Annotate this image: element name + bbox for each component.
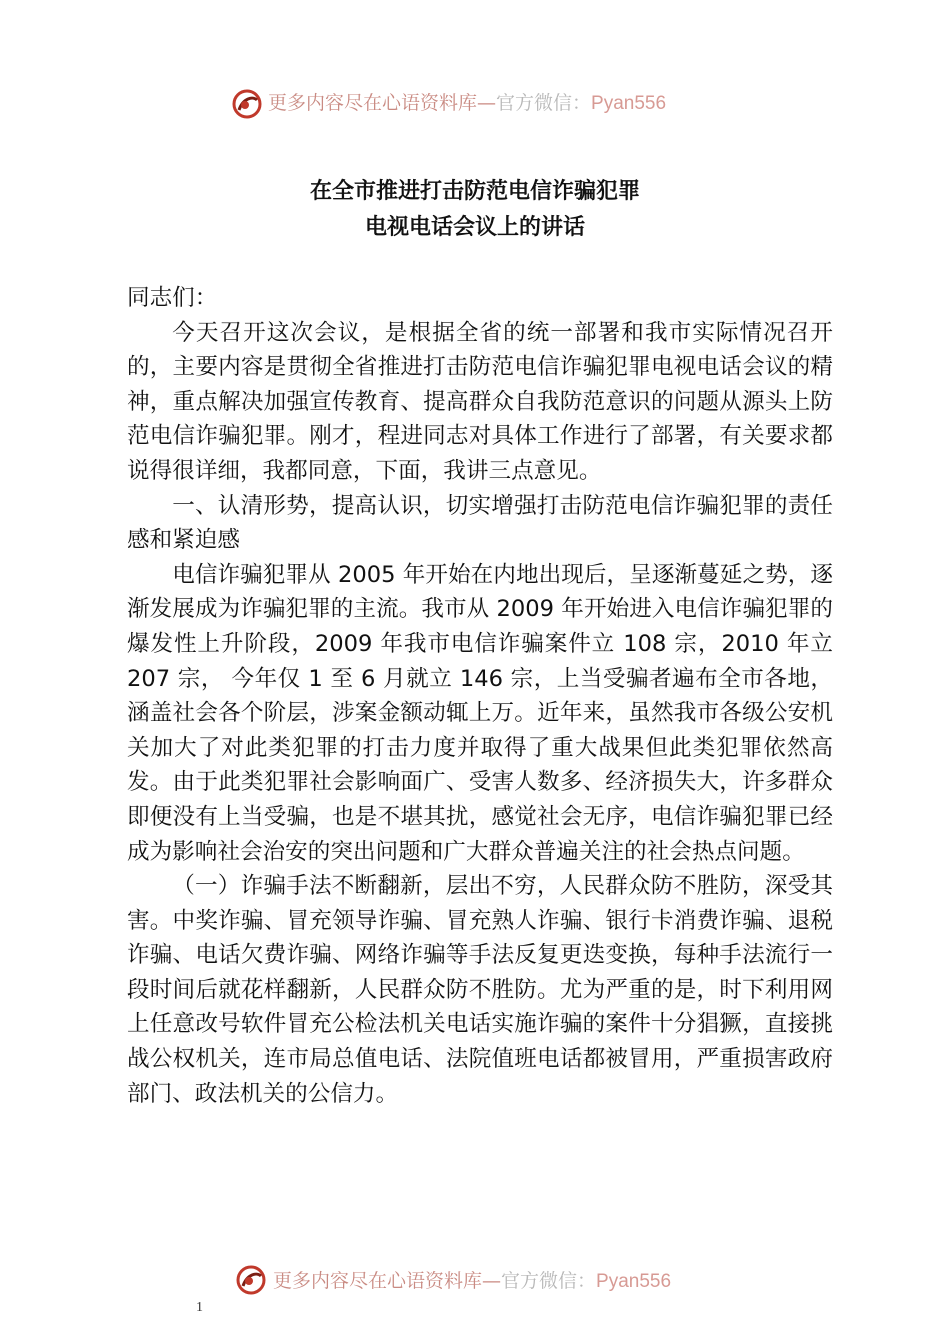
header-watermark xyxy=(0,86,950,126)
watermark-label: 官方微信： xyxy=(496,92,592,114)
watermark-separator: — xyxy=(482,1270,502,1292)
footer-watermark xyxy=(0,1262,950,1302)
document-title xyxy=(0,174,950,246)
paragraph-subsection-1: （一）诈骗手法不断翻新，层出不穷，人民群众防不胜防，深受其害。中奖诈骗、冒充领导诈骗、冒充熟人诈骗、银行卡消费诈骗、退税诈骗、电话欠费诈骗、网络诈骗等手法反复更迭变换，每种手法流行一段时间后就花样翻新，人民群众防不胜防。尤为严重的是，时下利用网上任意改号软件冒充公检法机关电话实施诈骗的案件十分猖獗，直接挑战公权机关，连市局总值电话、法院值班电话都被冒用，严重损害政府部门、政法机关的公信力。 xyxy=(127,873,833,1107)
paragraph-situation: 电信诈骗犯罪从 2005 年开始在内地出现后，呈逐渐蔓延之势，逐渐发展成为诈骗犯罪的主流。我市从 2009 年开始进入电信诈骗犯罪的爆发性上升阶段，2009 年我市电信诈骗案件立 108 宗，2010 年立 207 宗， 今年仅 1 至 6 月就立 146 宗，上当受骗者遍布全市各地，涵盖社会各个阶层，涉案金额动辄上万。近年来，虽然我市各级公安机关加大了对此类犯罪的打击力度并取得了重大战果但此类犯罪依然高发。由于此类犯罪社会影响面广、受害人数多、经济损失大，许多群众即便没有上当受骗，也是不堪其扰，感觉社会无序，电信诈骗犯罪已经成为影响社会治安的突出问题和广大群众普遍关注的社会热点问题。 xyxy=(127,561,833,865)
watermark-text: 更多内容尽在心语资料库 xyxy=(268,92,478,114)
watermark-label: 官方微信： xyxy=(501,1270,597,1292)
document-body xyxy=(127,281,833,1111)
page-number: 1 xyxy=(196,1300,203,1315)
salutation: 同志们： xyxy=(127,285,218,311)
watermark-separator: — xyxy=(477,92,497,114)
red-swirl-logo-icon xyxy=(235,1264,267,1296)
watermark-wechat-id: Pyan556 xyxy=(591,93,667,114)
section-heading-1: 一、认清形势，提高认识，切实增强打击防范电信诈骗犯罪的责任感和紧迫感 xyxy=(127,492,833,554)
red-swirl-logo-icon xyxy=(231,88,263,120)
watermark-text: 更多内容尽在心语资料库 xyxy=(273,1270,483,1292)
watermark-wechat-id: Pyan556 xyxy=(596,1271,672,1292)
paragraph-intro: 今天召开这次会议，是根据全省的统一部署和我市实际情况召开的，主要内容是贯彻全省推进打击防范电信诈骗犯罪电视电话会议的精神，重点解决加强宣传教育、提高群众自我防范意识的问题从源头上防范电信诈骗犯罪。刚才，程进同志对具体工作进行了部署，有关要求都说得很详细，我都同意，下面，我讲三点意见。 xyxy=(127,319,833,484)
title-line-2: 电视电话会议上的讲话 xyxy=(364,215,585,240)
title-line-1: 在全市推进打击防范电信诈骗犯罪 xyxy=(309,179,640,204)
